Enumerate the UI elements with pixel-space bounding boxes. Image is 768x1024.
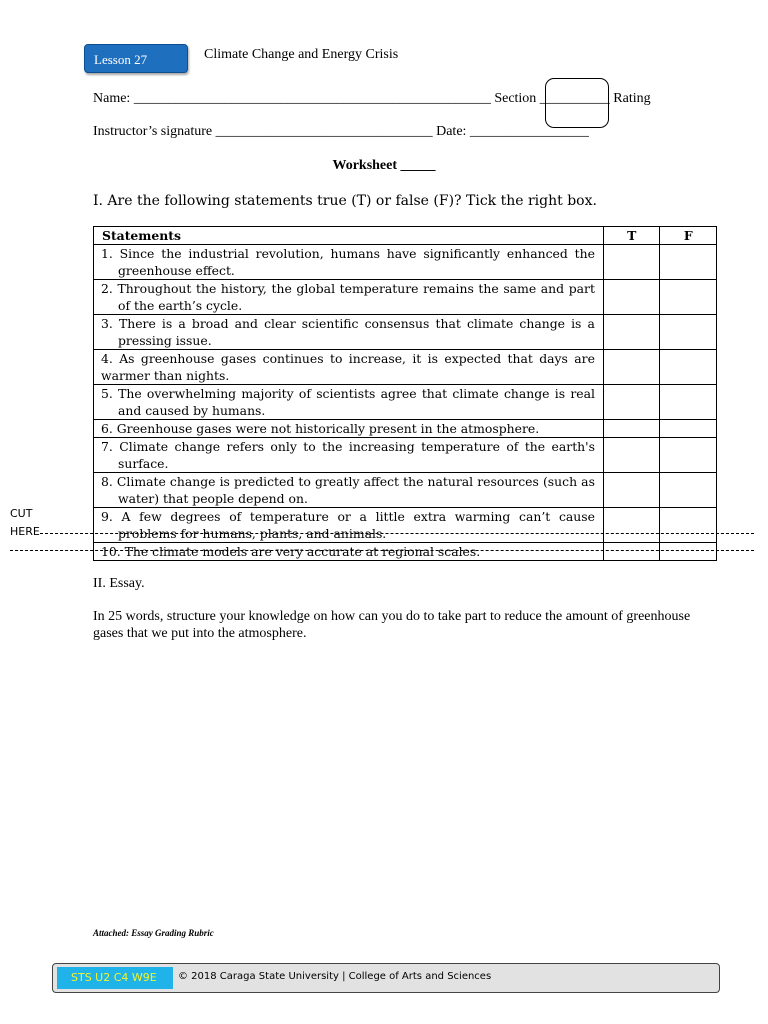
document-title: Climate Change and Energy Crisis: [204, 47, 399, 62]
statement-text: 5. The overwhelming majority of scientists agree that climate change is real and caused by humans.: [101, 386, 595, 418]
header-false: F: [660, 227, 717, 245]
table-row: [94, 438, 717, 473]
true-checkbox[interactable]: [603, 350, 660, 385]
table-row: [94, 315, 717, 350]
lesson-badge: Lesson 27: [84, 44, 188, 73]
false-checkbox[interactable]: [660, 473, 717, 508]
false-checkbox[interactable]: [660, 315, 717, 350]
table-row: [94, 280, 717, 315]
cut-label: CUT: [10, 507, 33, 520]
instruction-text: I. Are the following statements true (T) or false (F)? Tick the right box.: [93, 193, 597, 209]
table-header-row: [94, 227, 717, 245]
true-checkbox[interactable]: [603, 315, 660, 350]
true-checkbox[interactable]: [603, 280, 660, 315]
false-checkbox[interactable]: [660, 350, 717, 385]
signature-date-line: Instructor’s signature _______________________________ Date: _________________: [93, 124, 589, 139]
here-label: HERE: [10, 525, 40, 538]
cut-dashed-line: [40, 533, 754, 534]
table-row: [94, 385, 717, 420]
false-checkbox[interactable]: [660, 280, 717, 315]
true-checkbox[interactable]: [603, 245, 660, 280]
statement-text: 8. Climate change is predicted to greatly affect the natural resources (such as water) that people depend on.: [101, 474, 595, 506]
footer-copyright: © 2018 Caraga State University | College of Arts and Sciences: [178, 971, 492, 982]
attached-note: Attached: Essay Grading Rubric: [93, 928, 214, 938]
header-true: T: [603, 227, 660, 245]
table-row: [94, 420, 717, 438]
statement-text: 1. Since the industrial revolution, humans have significantly enhanced the greenhouse effect.: [101, 246, 595, 278]
statement-text: 2. Throughout the history, the global temperature remains the same and part of the earth’s cycle.: [101, 281, 595, 313]
true-checkbox[interactable]: [603, 385, 660, 420]
statement-text: 9. A few degrees of temperature or a little extra warming can’t cause problems for humans, plants, and animals.: [101, 509, 595, 541]
course-code-tag: STS U2 C4 W9E: [57, 967, 173, 989]
statement-text: 4. As greenhouse gases continues to increase, it is expected that days are warmer than nights.: [101, 351, 595, 383]
false-checkbox[interactable]: [660, 508, 717, 543]
false-checkbox[interactable]: [660, 438, 717, 473]
rating-box: [545, 78, 609, 128]
table-row: [94, 245, 717, 280]
false-checkbox[interactable]: [660, 385, 717, 420]
name-section-line: Name: ___________________________________________________ Section __________ Rating: [93, 91, 651, 106]
header-statements: Statements: [94, 227, 604, 245]
table-row: [94, 473, 717, 508]
true-checkbox[interactable]: [603, 473, 660, 508]
statement-text: 10. The climate models are very accurate at regional scales.: [101, 544, 481, 559]
false-checkbox[interactable]: [660, 245, 717, 280]
false-checkbox[interactable]: [660, 543, 717, 561]
table-row: [94, 543, 717, 561]
statement-text: 3. There is a broad and clear scientific consensus that climate change is a pressing issue.: [101, 316, 595, 348]
worksheet-heading: Worksheet _____: [332, 158, 436, 173]
essay-prompt: In 25 words, structure your knowledge on how can you do to take part to reduce the amount of greenhouse gases that we put into the atmosphere.: [93, 609, 691, 641]
statements-table: [93, 226, 717, 561]
true-checkbox[interactable]: [603, 508, 660, 543]
statement-text: 7. Climate change refers only to the increasing temperature of the earth's surface.: [101, 439, 595, 471]
statement-text: 6. Greenhouse gases were not historically present in the atmosphere.: [101, 421, 540, 436]
cut-dashed-line-lower: [10, 550, 754, 551]
true-checkbox[interactable]: [603, 438, 660, 473]
table-row: [94, 350, 717, 385]
false-checkbox[interactable]: [660, 420, 717, 438]
true-checkbox[interactable]: [603, 420, 660, 438]
table-row: [94, 508, 717, 543]
essay-heading: II. Essay.: [93, 576, 145, 591]
true-checkbox[interactable]: [603, 543, 660, 561]
